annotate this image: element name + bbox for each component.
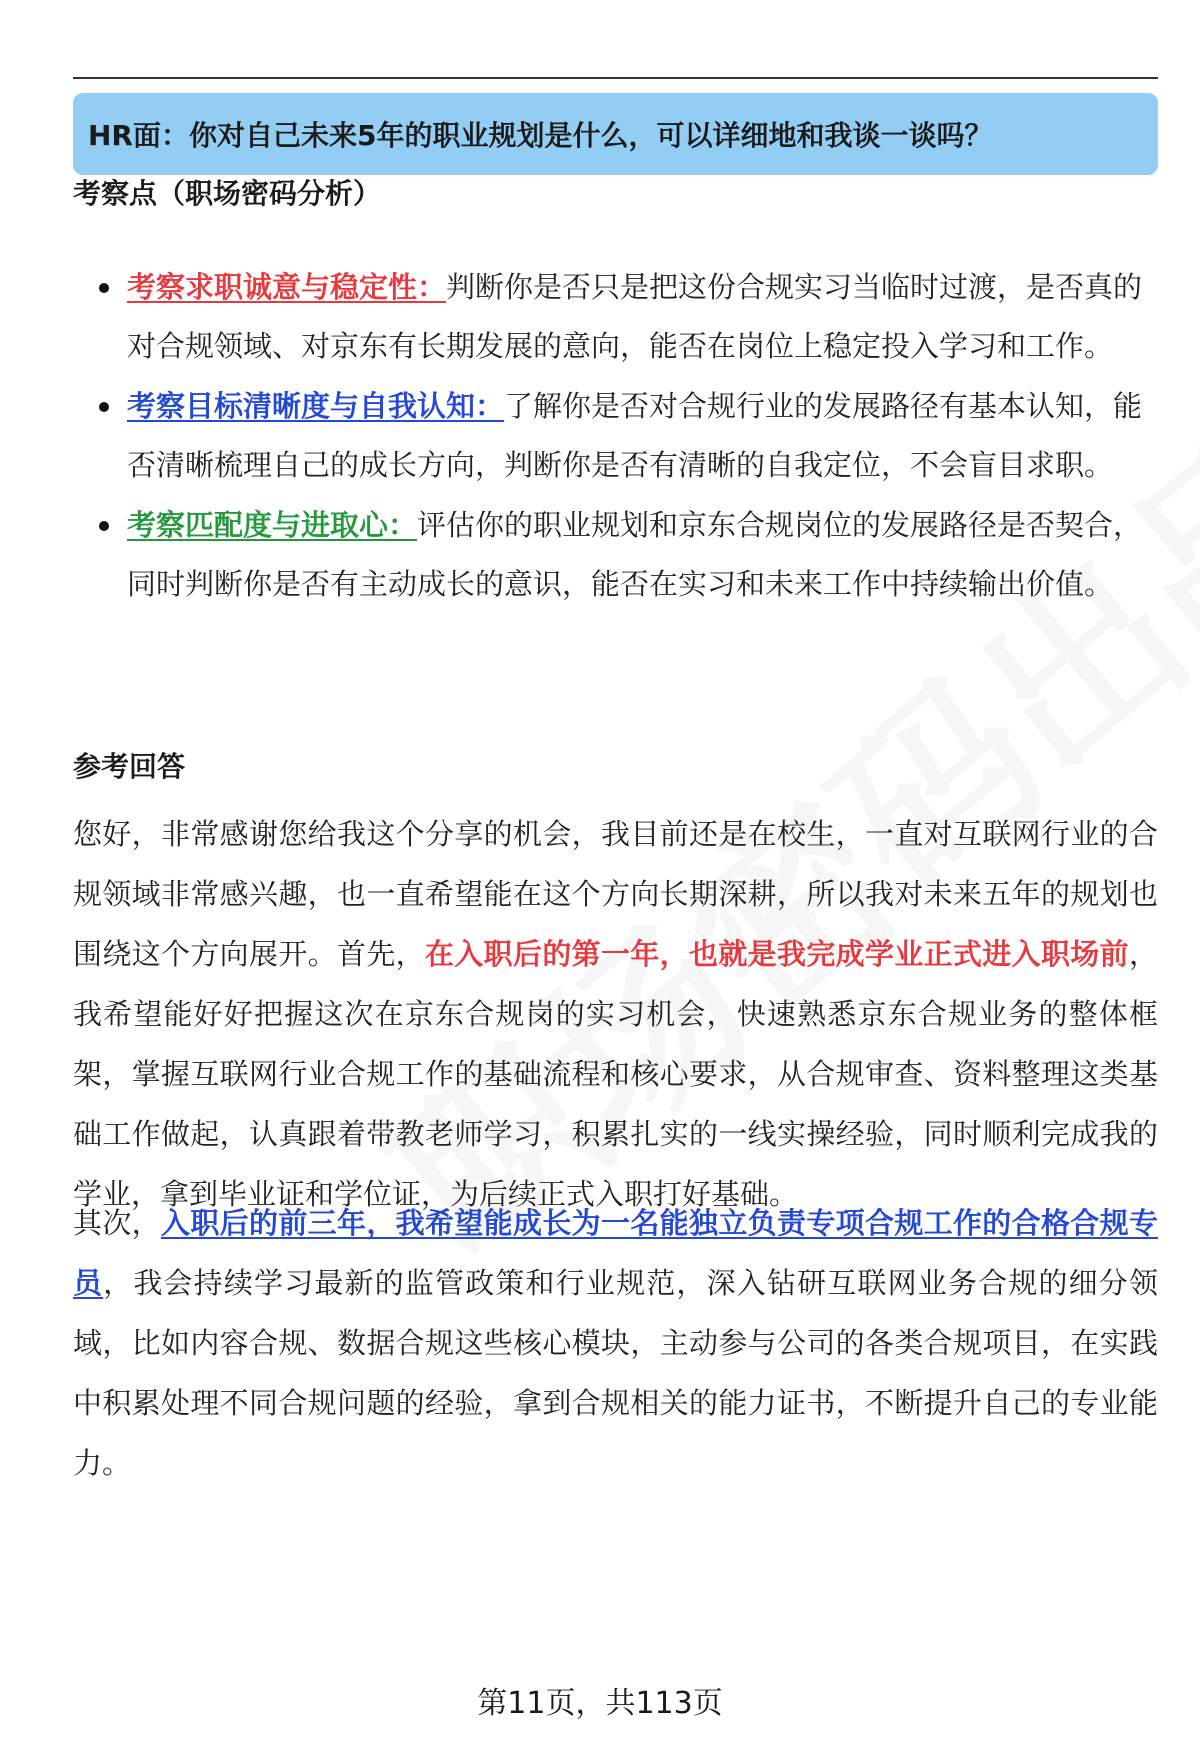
question-banner — [73, 93, 1158, 175]
analysis-point — [95, 258, 1165, 376]
bullet-icon — [99, 521, 109, 531]
analysis-points — [95, 258, 1165, 615]
point-keyword: 考察匹配度与进取心： — [127, 508, 418, 542]
paragraph-text: ，我会持续学习最新的监管政策和行业规范，深入钻研互联网业务合规的细分领域，比如内容合规、数据合规这些核心模块，主动参与公司的各类合规项目，在实践中积累处理不同合规问题的经验，拿到合规相关的能力证书，不断提升自己的专业能力。 — [73, 1266, 1158, 1480]
paragraph-text: 其次， — [73, 1206, 161, 1240]
paragraph-text: ，我希望能好好把握这次在京东合规岗的实习机会，快速熟悉京东合规业务的整体框架，掌握互联网行业合规工作的基础流程和核心要求，从合规审查、资料整理这类基础工作做起，认真跟着带教老师学习，积累扎实的一线实操经验，同时顺利完成我的学业，拿到毕业证和学位证，为后续正式入职打好基础。 — [73, 937, 1158, 1211]
bullet-icon — [99, 402, 109, 412]
bullet-icon — [99, 283, 109, 293]
analysis-point — [95, 496, 1165, 614]
answer-heading: 参考回答 — [73, 750, 186, 783]
point-keyword: 考察求职诚意与稳定性： — [127, 270, 447, 304]
answer-paragraph-1 — [73, 804, 1158, 1224]
highlight-text: 入职后的前三年，我希望能成长为一名能独立负责专项合规工作的合格合规专员 — [73, 1206, 1158, 1300]
question-text: HR面：你对自己未来5年的职业规划是什么，可以详细地和我谈一谈吗？ — [88, 119, 993, 152]
point-text: 了解你是否对合规行业的发展路径有基本认知，能否清晰梳理自己的成长方向，判断你是否有清晰的自我定位，不会盲目求职。 — [127, 389, 1143, 482]
analysis-point — [95, 377, 1165, 495]
point-text: 评估你的职业规划和京东合规岗位的发展路径是否契合，同时判断你是否有主动成长的意识，能否在实习和未来工作中持续输出价值。 — [127, 508, 1143, 601]
page-number: 第11页，共113页 — [477, 1686, 723, 1721]
point-text: 判断你是否只是把这份合规实习当临时过渡，是否真的对合规领域、对京东有长期发展的意向，能否在岗位上稳定投入学习和工作。 — [127, 270, 1143, 363]
answer-paragraph-2 — [73, 1193, 1158, 1493]
highlight-text: 在入职后的第一年，也就是我完成学业正式进入职场前 — [425, 937, 1129, 971]
top-divider — [73, 77, 1158, 79]
point-keyword: 考察目标清晰度与自我认知： — [127, 389, 505, 423]
analysis-heading: 考察点（职场密码分析） — [73, 177, 382, 210]
paragraph-text: 您好，非常感谢您给我这个分享的机会，我目前还是在校生，一直对互联网行业的合规领域非常感兴趣，也一直希望能在这个方向长期深耕，所以我对未来五年的规划也围绕这个方向展开。首先， — [73, 817, 1158, 971]
